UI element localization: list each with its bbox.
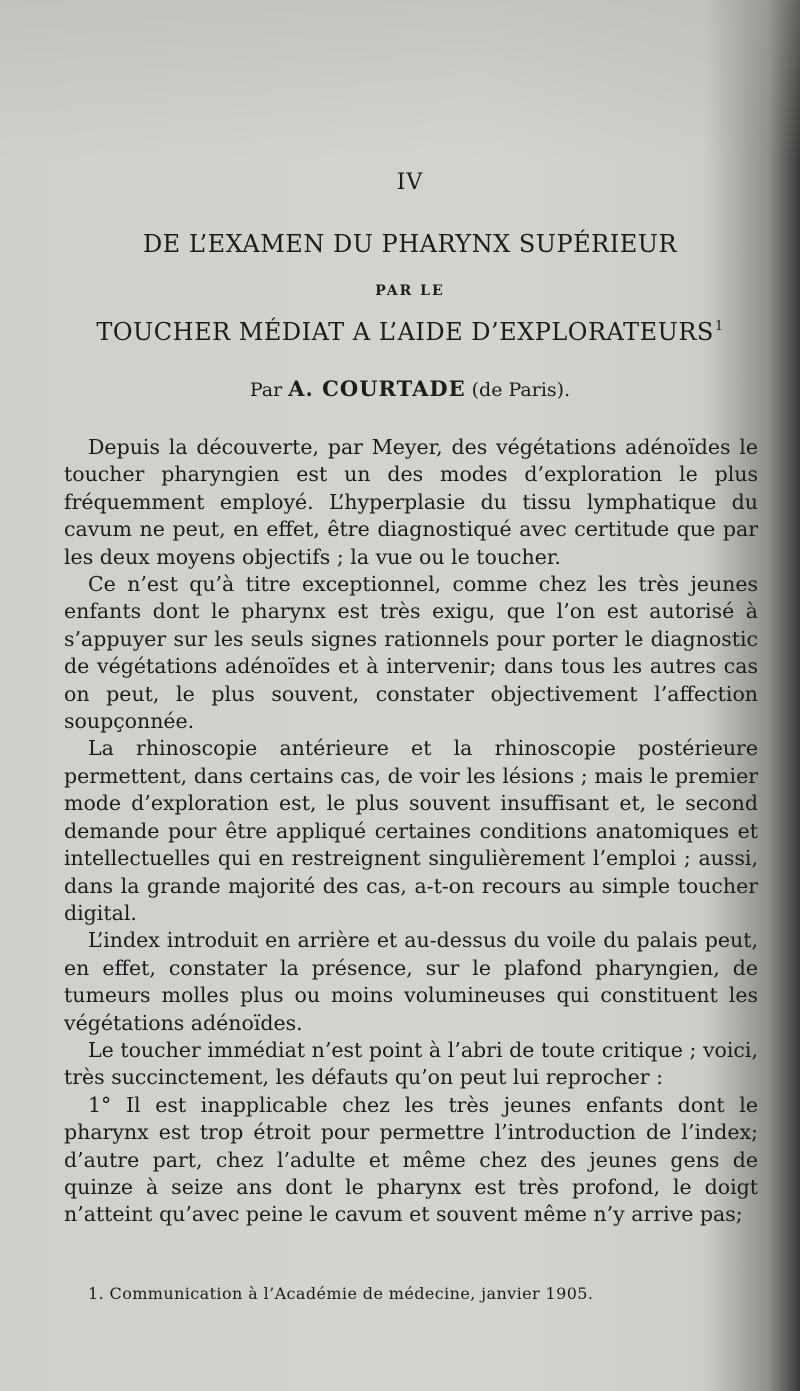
byline-prefix: Par xyxy=(249,379,283,401)
footnote: 1. Communication à l’Académie de médecine, janvier 1905. xyxy=(88,1284,594,1303)
footnote-marker[interactable]: 1 xyxy=(714,319,724,334)
title-connector: PAR LE xyxy=(375,283,445,299)
paragraph: L’index introduit en arrière et au-dessus du voile du palais peut, en effet, constater la présence, sur le plafond pharyngien, de tumeurs molles plus ou moins volumineuses qui constituent les végétations adénoïdes. xyxy=(64,928,758,1035)
byline-suffix: (de Paris). xyxy=(471,379,571,401)
title-line-2 xyxy=(0,318,800,346)
author-name: A. COURTADE xyxy=(288,376,466,401)
paragraph: 1° Il est inapplicable chez les très jeunes enfants dont le pharynx est trop étroit pour permettre l’introduction de l’index; d’autre part, chez l’adulte et même chez des jeunes gens de quinze à seize ans dont le pharynx est très profond, le doigt n’atteint qu’avec peine le cavum et souvent même n’y arrive pas; xyxy=(64,1092,758,1227)
chapter-number: IV xyxy=(396,170,424,195)
paragraph: Ce n’est qu’à titre exceptionnel, comme chez les très jeunes enfants dont le pharynx est très exigu, que l’on est autorisé à s’appuyer sur les seuls signes rationnels pour porter le diagnostic de végétations adénoïdes et à intervenir; dans tous les autres cas on peut, le plus souvent, constater objectivement l’affection soupçonnée. xyxy=(64,572,758,734)
paragraph: Depuis la découverte, par Meyer, des végétations adénoïdes le toucher pharyngien est un des modes d’exploration le plus fréquemment employé. L’hyperplasie du tissu lymphatique du cavum ne peut, en effet, être diagnostiqué avec certitude que par les deux moyens objectifs ; la vue ou le toucher. xyxy=(64,435,758,569)
paragraph: La rhinoscopie antérieure et la rhinoscopie postérieure permettent, dans certains cas, de voir les lésions ; mais le premier mode d’exploration est, le plus souvent insuffisant et, le second demande pour être appliqué certaines conditions anatomiques et intellectuelles qui en restreignent singulièrement l’emploi ; aussi, dans la grande majorité des cas, a-t-on recours au simple toucher digital. xyxy=(64,736,758,925)
body-text xyxy=(64,434,758,1229)
title-line-2-text: TOUCHER MÉDIAT A L’AIDE D’EXPLORATEURS xyxy=(96,318,714,346)
byline xyxy=(0,376,800,401)
title-line-1: DE L’EXAMEN DU PHARYNX SUPÉRIEUR xyxy=(142,230,678,258)
paragraph: Le toucher immédiat n’est point à l’abri de toute critique ; voici, très succinctement, les défauts qu’on peut lui reprocher : xyxy=(64,1037,758,1090)
